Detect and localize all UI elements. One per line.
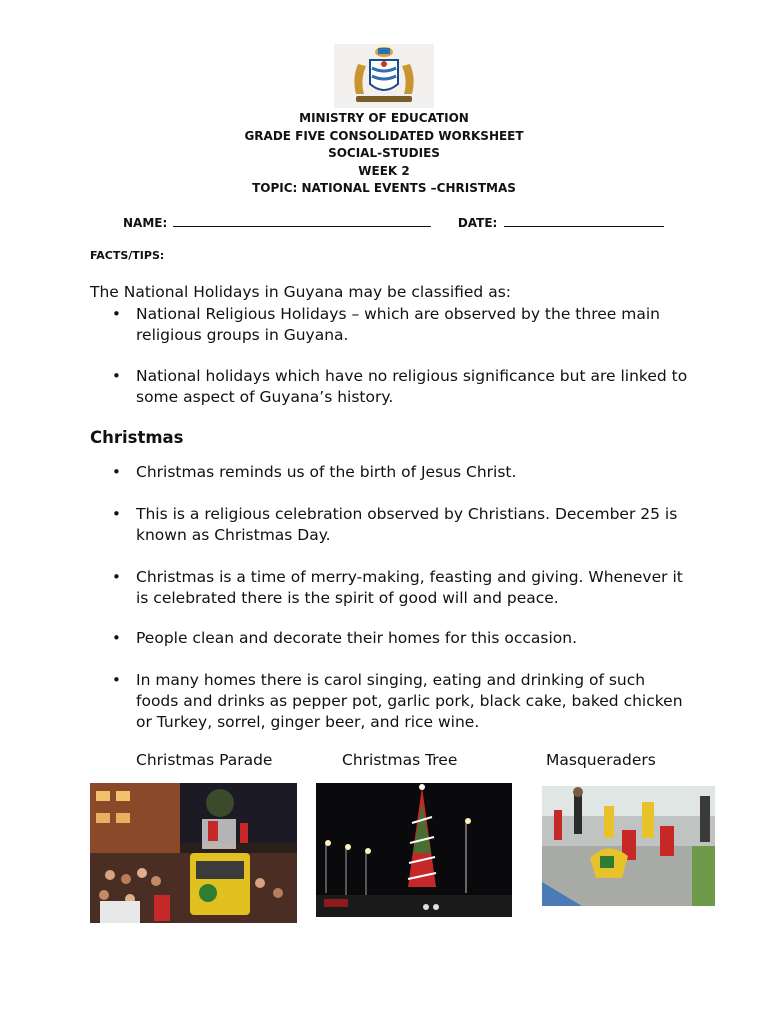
list-item: • In many homes there is carol singing, eating and drinking of such foods and drinks as pepper pot, garlic pork, black cake, baked chicken or Turkey, sorrel, ginger beer, and rice wine. xyxy=(112,670,692,733)
week-title: WEEK 2 xyxy=(358,163,410,178)
facts-tips-label: FACTS/TIPS: xyxy=(90,249,165,262)
worksheet-title: GRADE FIVE CONSOLIDATED WORKSHEET xyxy=(244,128,524,143)
christmas-tree-photo xyxy=(316,783,512,917)
topic-title: TOPIC: NATIONAL EVENTS –CHRISTMAS xyxy=(252,181,516,195)
holiday-types-list xyxy=(112,304,692,408)
intro-text: The National Holidays in Guyana may be classified as: xyxy=(90,283,511,301)
christmas-parade-photo xyxy=(90,783,297,923)
ministry-title: MINISTRY OF EDUCATION xyxy=(299,111,469,125)
list-item: • Christmas is a time of merry-making, feasting and giving. Whenever it is celebrated there is the spirit of good will and peace. xyxy=(112,567,692,609)
christmas-facts-list xyxy=(112,462,692,733)
list-item: • This is a religious celebration observed by Christians. December 25 is known as Christmas Day. xyxy=(112,504,692,546)
date-blank-line[interactable] xyxy=(504,214,664,227)
list-item: • National holidays which have no religious significance but are linked to some aspect of Guyana’s history. xyxy=(112,366,692,408)
list-item: • National Religious Holidays – which are observed by the three main religious groups in Guyana. xyxy=(112,304,692,346)
name-date-row xyxy=(123,214,664,230)
caption-christmas-parade: Christmas Parade xyxy=(136,751,273,769)
caption-masqueraders: Masqueraders xyxy=(546,751,656,769)
name-blank-line[interactable] xyxy=(173,214,431,227)
section-title: Christmas xyxy=(90,428,184,447)
name-label: NAME: xyxy=(123,216,168,230)
subject-title: SOCIAL-STUDIES xyxy=(328,146,440,160)
caption-christmas-tree: Christmas Tree xyxy=(342,751,458,769)
masqueraders-photo xyxy=(542,786,715,906)
date-label: DATE: xyxy=(457,216,498,230)
worksheet-header xyxy=(0,110,768,198)
list-item: • Christmas reminds us of the birth of Jesus Christ. xyxy=(112,462,692,483)
coat-of-arms-image xyxy=(334,44,434,108)
list-item: • People clean and decorate their homes for this occasion. xyxy=(112,628,692,649)
